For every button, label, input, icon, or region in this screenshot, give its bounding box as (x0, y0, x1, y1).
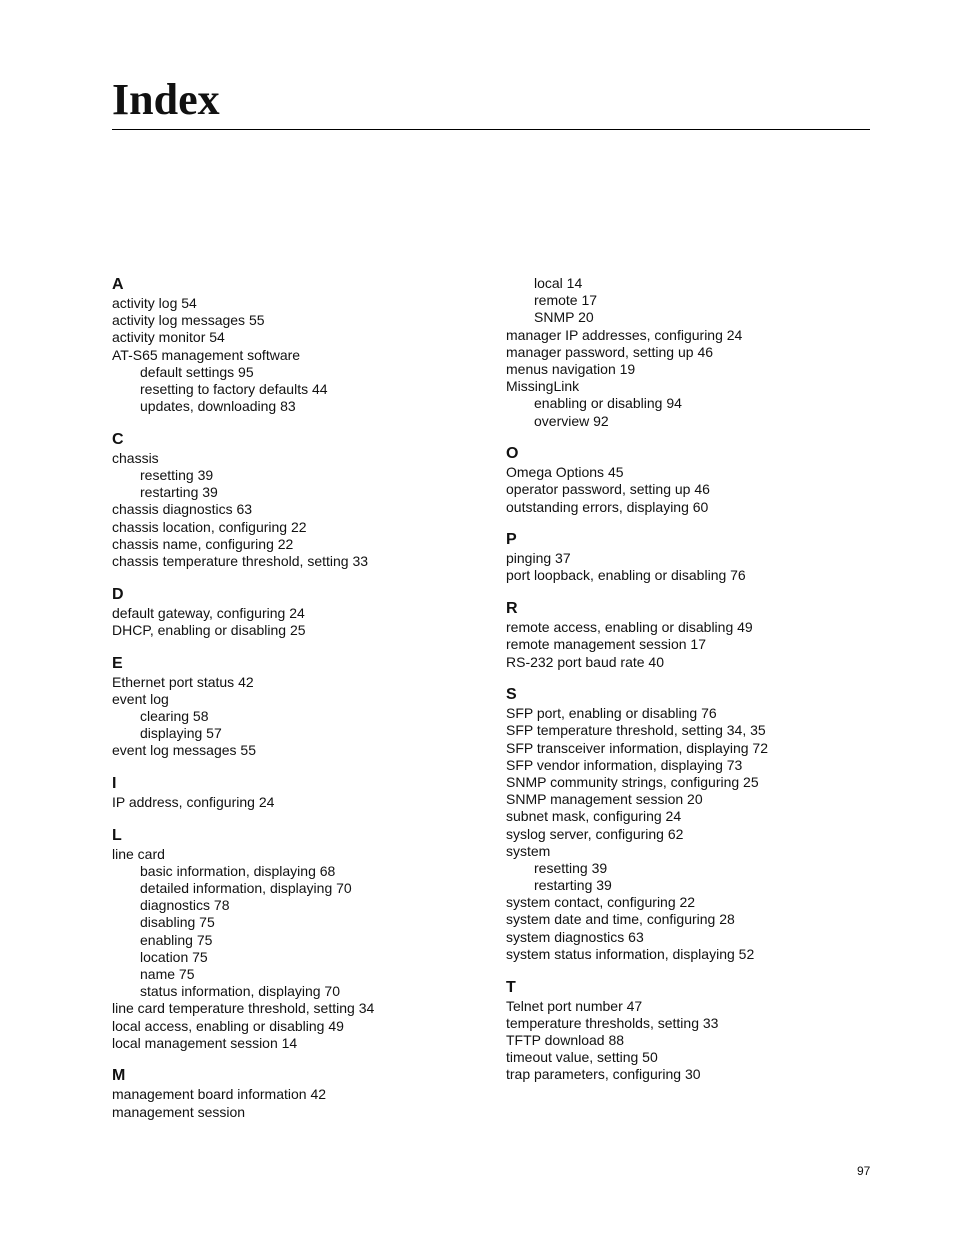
section-letter: E (112, 654, 123, 672)
index-entry: outstanding errors, displaying 60 (506, 498, 709, 515)
index-section-e (112, 654, 492, 760)
index-section-d (112, 585, 492, 639)
index-entry: Telnet port number 47 (506, 997, 643, 1014)
index-subentry: status information, displaying 70 (140, 983, 340, 1000)
index-subentry: resetting to factory defaults 44 (140, 380, 328, 397)
index-entry: temperature thresholds, setting 33 (506, 1014, 719, 1031)
index-entry: chassis diagnostics 63 (112, 501, 253, 518)
index-subentry: clearing 58 (140, 707, 209, 724)
index-entry: activity log messages 55 (112, 312, 265, 329)
index-subentry: SNMP 20 (534, 309, 594, 326)
page-title: Index (112, 75, 220, 124)
index-subentry: overview 92 (534, 412, 609, 429)
index-entry: SFP port, enabling or disabling 76 (506, 705, 717, 722)
index-section-o (506, 444, 886, 516)
index-entry: chassis name, configuring 22 (112, 535, 294, 552)
index-entry: DHCP, enabling or disabling 25 (112, 621, 306, 638)
index-entry: activity monitor 54 (112, 329, 225, 346)
index-subentry: disabling 75 (140, 914, 215, 931)
section-letter: I (112, 774, 117, 792)
index-entry: system contact, configuring 22 (506, 894, 696, 911)
index-entry: menus navigation 19 (506, 360, 636, 377)
index-entry: operator password, setting up 46 (506, 481, 710, 498)
index-subentry: enabling 75 (140, 931, 213, 948)
index-entry: activity log 54 (112, 295, 197, 311)
section-letter: T (506, 978, 516, 996)
section-letter: S (506, 686, 517, 704)
section-letter: M (112, 1067, 126, 1085)
index-entry: port loopback, enabling or disabling 76 (506, 567, 746, 584)
index-subentry: displaying 57 (140, 725, 222, 742)
index-entry: system diagnostics 63 (506, 928, 644, 945)
index-entry: remote management session 17 (506, 636, 706, 653)
section-letter: O (506, 445, 519, 463)
index-subentry: remote 17 (534, 292, 598, 309)
index-entry: line card temperature threshold, setting 34 (112, 1000, 375, 1017)
index-entry: system date and time, configuring 28 (506, 911, 735, 928)
index-entry: chassis location, configuring 22 (112, 518, 307, 535)
index-entry: IP address, configuring 24 (112, 793, 275, 810)
index-entry: pinging 37 (506, 550, 571, 567)
index-entry: timeout value, setting 50 (506, 1049, 658, 1066)
index-section-p (506, 530, 886, 584)
index-entry: trap parameters, configuring 30 (506, 1066, 701, 1083)
page-number: 97 (857, 1164, 871, 1178)
index-section-c (112, 430, 492, 570)
section-letter: P (506, 531, 517, 549)
index-section-m (112, 1066, 492, 1120)
index-subentry: updates, downloading 83 (140, 398, 296, 415)
index-entry: TFTP download 88 (506, 1031, 625, 1048)
index-subentry: restarting 39 (140, 484, 218, 501)
index-entry: event log (112, 690, 169, 707)
index-subentry: restarting 39 (534, 877, 612, 894)
index-entry: subnet mask, configuring 24 (506, 808, 682, 825)
index-entry: system (506, 842, 551, 859)
index-subentry: resetting 39 (140, 467, 214, 483)
index-column-left (112, 275, 492, 1121)
section-letter: C (112, 430, 124, 448)
index-entry: event log messages 55 (112, 742, 256, 759)
index-entry: RS-232 port baud rate 40 (506, 653, 664, 670)
index-entry: syslog server, configuring 62 (506, 825, 684, 842)
index-entry: Ethernet port status 42 (112, 673, 254, 690)
index-section-i (112, 774, 492, 811)
index-subentry: default settings 95 (140, 363, 254, 380)
index-entry: local access, enabling or disabling 49 (112, 1017, 344, 1034)
index-section-r (506, 599, 886, 671)
index-continuation (506, 275, 886, 430)
index-column-right (506, 275, 886, 1083)
index-entry: chassis temperature threshold, setting 33 (112, 552, 369, 569)
index-entry: remote access, enabling or disabling 49 (506, 619, 753, 636)
index-subentry: enabling or disabling 94 (534, 395, 682, 412)
index-entry: default gateway, configuring 24 (112, 604, 305, 621)
index-entry: MissingLink (506, 378, 580, 395)
section-letter: R (506, 600, 518, 618)
title-rule (112, 129, 870, 130)
index-section-l (112, 826, 492, 1052)
index-entry: management session (112, 1103, 246, 1120)
index-entry: manager IP addresses, configuring 24 (506, 326, 743, 343)
index-subentry: detailed information, displaying 70 (140, 880, 352, 896)
index-entry: system status information, displaying 52 (506, 945, 755, 962)
index-entry: line card (112, 845, 165, 862)
section-letter: D (112, 585, 124, 603)
index-entry: local management session 14 (112, 1034, 298, 1051)
index-entry: chassis (112, 449, 159, 466)
index-subentry: basic information, displaying 68 (140, 862, 336, 879)
index-subentry: resetting 39 (534, 859, 608, 876)
index-section-a (112, 275, 492, 415)
index-section-t (506, 978, 886, 1084)
index-subentry: location 75 (140, 948, 208, 965)
index-entry: SFP temperature threshold, setting 34, 35 (506, 722, 766, 739)
index-entry: SNMP community strings, configuring 25 (506, 773, 759, 790)
section-letter: A (112, 276, 124, 293)
index-entry: SNMP management session 20 (506, 791, 703, 808)
index-subentry: diagnostics 78 (140, 897, 230, 914)
index-section-s (506, 685, 886, 963)
index-subentry: local 14 (534, 275, 583, 291)
index-entry: manager password, setting up 46 (506, 343, 714, 360)
index-subentry: name 75 (140, 965, 195, 982)
index-entry: SFP vendor information, displaying 73 (506, 756, 743, 773)
index-entry: management board information 42 (112, 1086, 327, 1103)
index-entry: Omega Options 45 (506, 464, 624, 481)
index-entry: SFP transceiver information, displaying 72 (506, 739, 768, 756)
index-entry: AT-S65 management software (112, 346, 301, 363)
section-letter: L (112, 826, 122, 844)
